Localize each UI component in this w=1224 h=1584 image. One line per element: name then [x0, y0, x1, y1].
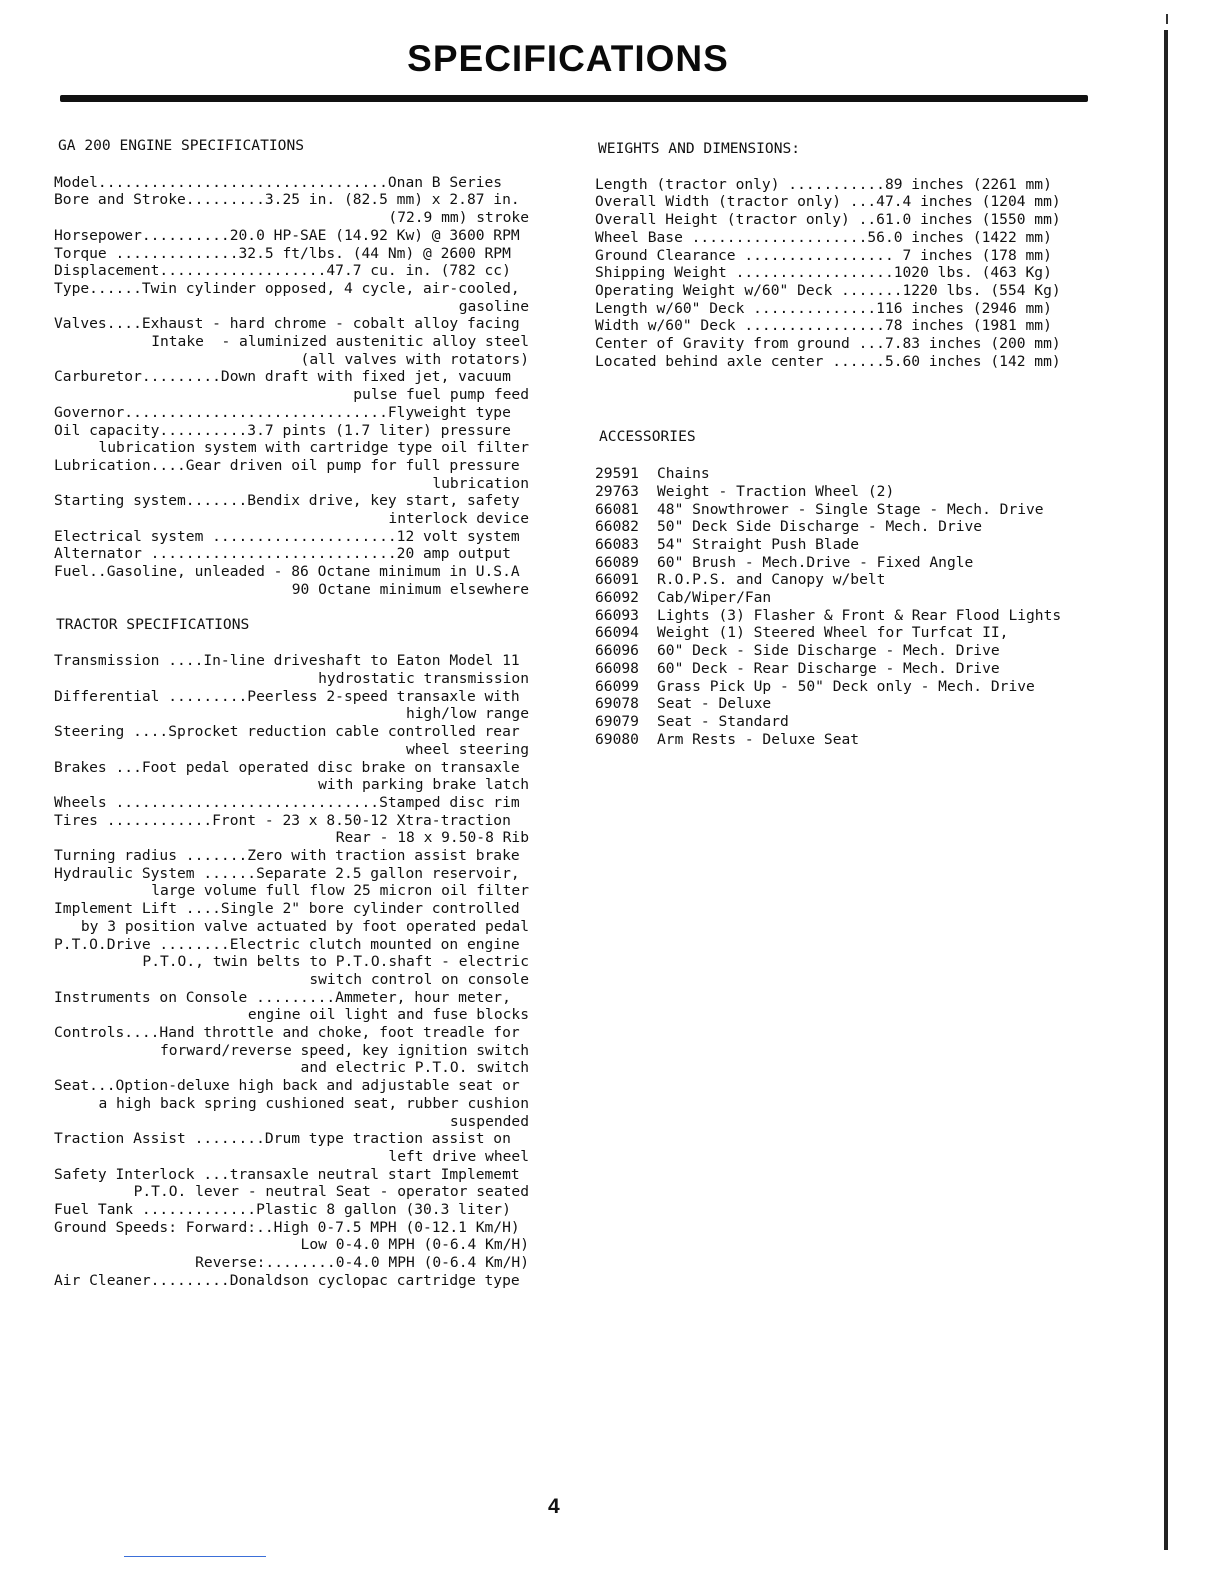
- accessory-description: 60" Deck - Rear Discharge - Mech. Drive: [657, 659, 1000, 677]
- spec-line: Fuel..Gasoline, unleaded - 86 Octane minimum in U.S.A: [54, 563, 520, 581]
- spec-line-continuation: (all valves with rotators): [300, 350, 529, 368]
- spec-line-continuation: pulse fuel pump feed: [353, 386, 529, 404]
- accessory-description: 60" Deck - Side Discharge - Mech. Drive: [657, 642, 1000, 660]
- accessory-item: [595, 713, 1075, 731]
- dimension-line: Shipping Weight ..................1020 lbs. (463 Kg): [595, 264, 1052, 282]
- spec-line-continuation: engine oil light and fuse blocks: [247, 1006, 529, 1024]
- weights-list: [595, 176, 1075, 371]
- accessory-description: Cab/Wiper/Fan: [657, 589, 772, 607]
- spec-line-continuation: P.T.O., twin belts to P.T.O.shaft - electric: [142, 953, 529, 971]
- accessory-item: [595, 660, 1075, 678]
- dimension-line: Overall Width (tractor only) ...47.4 inches (1204 mm): [595, 193, 1061, 211]
- spec-line: Safety Interlock ...transaxle neutral start Implememt: [54, 1165, 520, 1183]
- dimension-line: Ground Clearance ................. 7 inches (178 mm): [595, 246, 1052, 264]
- dimension-line: Width w/60" Deck ................78 inches (1981 mm): [595, 317, 1052, 335]
- accessory-description: Grass Pick Up - 50" Deck only - Mech. Drive: [657, 677, 1035, 695]
- accessory-part-number: 29591: [595, 465, 639, 483]
- spec-line-continuation: large volume full flow 25 micron oil filter: [151, 882, 529, 900]
- accessory-part-number: 66098: [595, 659, 639, 677]
- accessory-part-number: 66083: [595, 535, 639, 553]
- spec-line-continuation: suspended: [449, 1112, 529, 1130]
- accessory-item: [595, 589, 1075, 607]
- accessory-item: [595, 642, 1075, 660]
- accessory-description: Chains: [657, 465, 710, 483]
- accessory-part-number: 66092: [595, 589, 639, 607]
- accessory-item: [595, 607, 1075, 625]
- accessory-part-number: 66094: [595, 624, 639, 642]
- spec-line: Torque ..............32.5 ft/lbs. (44 Nm) @ 2600 RPM: [54, 244, 511, 262]
- spec-line: Ground Speeds: Forward:..High 0-7.5 MPH (0-12.1 Km/H): [54, 1218, 520, 1236]
- spec-line: Carburetor.........Down draft with fixed jet, vacuum: [54, 368, 511, 386]
- accessory-item: [595, 501, 1075, 519]
- spec-line: Brakes ...Foot pedal operated disc brake on transaxle: [54, 758, 520, 776]
- accessory-part-number: 66099: [595, 677, 639, 695]
- spec-line-continuation: a high back spring cushioned seat, rubber cushion: [98, 1094, 529, 1112]
- accessory-part-number: 66089: [595, 553, 639, 571]
- accessory-description: Seat - Deluxe: [657, 695, 772, 713]
- right-column: [595, 140, 1075, 748]
- spec-line: Instruments on Console .........Ammeter, hour meter,: [54, 988, 511, 1006]
- accessory-item: [595, 483, 1075, 501]
- dimension-line: Overall Height (tractor only) ..61.0 inches (1550 mm): [595, 211, 1061, 229]
- spec-line: P.T.O.Drive ........Electric clutch mounted on engine: [54, 935, 520, 953]
- accessory-description: Weight (1) Steered Wheel for Turfcat II,: [657, 624, 1009, 642]
- spec-line-continuation: Intake - aluminized austenitic alloy steel: [151, 333, 529, 351]
- accessory-part-number: 66093: [595, 606, 639, 624]
- accessories-list: [595, 465, 1075, 748]
- spec-line-continuation: Low 0-4.0 MPH (0-6.4 Km/H): [300, 1236, 529, 1254]
- spec-line: Turning radius .......Zero with traction assist brake: [54, 847, 520, 865]
- spec-line-continuation: lubrication system with cartridge type oil filter: [98, 439, 529, 457]
- accessory-item: [595, 678, 1075, 696]
- accessory-part-number: 66082: [595, 518, 639, 536]
- accessory-part-number: 66096: [595, 642, 639, 660]
- accessory-description: Seat - Standard: [657, 712, 789, 730]
- spec-line-continuation: hydrostatic transmission: [318, 669, 529, 687]
- accessories-heading: ACCESSORIES: [599, 428, 696, 446]
- accessory-item: [595, 554, 1075, 572]
- spec-line: Implement Lift ....Single 2" bore cylinder controlled: [54, 900, 520, 918]
- dimension-line: Wheel Base ....................56.0 inches (1422 mm): [595, 228, 1052, 246]
- spec-line: Differential .........Peerless 2-speed transaxle with: [54, 687, 520, 705]
- accessory-item: [595, 465, 1075, 483]
- spec-line: Traction Assist ........Drum type traction assist on: [54, 1130, 511, 1148]
- accessory-part-number: 66081: [595, 500, 639, 518]
- dimension-line: Center of Gravity from ground ...7.83 inches (200 mm): [595, 335, 1061, 353]
- spec-line-continuation: interlock device: [388, 510, 529, 528]
- spec-line: Hydraulic System ......Separate 2.5 gallon reservoir,: [54, 864, 520, 882]
- page-number: 4: [548, 1495, 560, 1518]
- spec-line-continuation: forward/reverse speed, key ignition switch: [159, 1041, 529, 1059]
- spec-line: Electrical system .....................12 volt system: [54, 527, 520, 545]
- spec-line: Governor..............................Flyweight type: [54, 403, 511, 421]
- page-title: SPECIFICATIONS: [407, 38, 729, 79]
- spec-line-continuation: high/low range: [405, 705, 529, 723]
- spec-line: Air Cleaner.........Donaldson cyclopac cartridge type: [54, 1271, 520, 1289]
- spec-line: Fuel Tank .............Plastic 8 gallon (30.3 liter): [54, 1201, 511, 1219]
- dimension-line: Operating Weight w/60" Deck .......1220 lbs. (554 Kg): [595, 281, 1061, 299]
- spec-line-continuation: Reverse:........0-4.0 MPH (0-6.4 Km/H): [195, 1254, 529, 1272]
- spec-line-continuation: Rear - 18 x 9.50-8 Rib: [335, 829, 529, 847]
- accessory-item: [595, 536, 1075, 554]
- spec-line-continuation: P.T.O. lever - neutral Seat - operator seated: [133, 1183, 529, 1201]
- spec-line: Seat...Option-deluxe high back and adjustable seat or: [54, 1077, 520, 1095]
- tractor-specs-list: [54, 652, 529, 1289]
- accessory-description: 54" Straight Push Blade: [657, 535, 860, 553]
- dimension-line: Length (tractor only) ...........89 inches (2261 mm): [595, 175, 1052, 193]
- binding-edge-line: [1164, 30, 1168, 1550]
- spec-line-continuation: gasoline: [458, 297, 529, 315]
- spec-line: Oil capacity..........3.7 pints (1.7 liter) pressure: [54, 421, 511, 439]
- spec-line: Valves....Exhaust - hard chrome - cobalt alloy facing: [54, 315, 520, 333]
- accessory-description: 50" Deck Side Discharge - Mech. Drive: [657, 518, 983, 536]
- spec-line: Alternator ............................20 amp output: [54, 545, 511, 563]
- accessory-description: Arm Rests - Deluxe Seat: [657, 730, 860, 748]
- dimension-line: Length w/60" Deck ..............116 inches (2946 mm): [595, 299, 1052, 317]
- spec-line: Bore and Stroke.........3.25 in. (82.5 mm) x 2.87 in.: [54, 191, 520, 209]
- spec-line: Controls....Hand throttle and choke, foot treadle for: [54, 1024, 520, 1042]
- accessory-part-number: 69078: [595, 695, 639, 713]
- accessory-item: [595, 518, 1075, 536]
- spec-line: Model.................................Onan B Series: [54, 173, 503, 191]
- dimension-line: Located behind axle center ......5.60 inches (142 mm): [595, 352, 1061, 370]
- accessory-description: Lights (3) Flasher & Front & Rear Flood Lights: [657, 606, 1062, 624]
- accessory-description: Weight - Traction Wheel (2): [657, 482, 895, 500]
- spec-line: Type......Twin cylinder opposed, 4 cycle, air-cooled,: [54, 279, 520, 297]
- accessory-description: R.O.P.S. and Canopy w/belt: [657, 571, 886, 589]
- engine-specs-heading: GA 200 ENGINE SPECIFICATIONS: [58, 137, 305, 154]
- accessory-part-number: 69079: [595, 712, 639, 730]
- spec-line-continuation: 90 Octane minimum elsewhere: [291, 580, 529, 598]
- edge-tick-mark: [1166, 14, 1168, 24]
- accessory-item: [595, 695, 1075, 713]
- spec-line: Transmission ....In-line driveshaft to Eaton Model 11: [54, 652, 520, 670]
- spec-line: Tires ............Front - 23 x 8.50-12 Xtra-traction: [54, 811, 511, 829]
- accessory-part-number: 69080: [595, 730, 639, 748]
- spec-line-continuation: (72.9 mm) stroke: [388, 209, 529, 227]
- spec-line-continuation: lubrication: [432, 474, 529, 492]
- spec-line-continuation: left drive wheel: [388, 1147, 529, 1165]
- spec-line-continuation: and electric P.T.O. switch: [300, 1059, 529, 1077]
- spec-line: Starting system.......Bendix drive, key start, safety: [54, 492, 520, 510]
- spec-line-continuation: by 3 position valve actuated by foot operated pedal: [80, 917, 529, 935]
- spec-line-continuation: wheel steering: [405, 740, 529, 758]
- weights-heading: WEIGHTS AND DIMENSIONS:: [598, 140, 801, 157]
- spec-line: Steering ....Sprocket reduction cable controlled rear: [54, 723, 520, 741]
- spec-line-continuation: with parking brake latch: [318, 776, 529, 794]
- tractor-specs-heading: TRACTOR SPECIFICATIONS: [56, 615, 250, 633]
- engine-specs-list: [54, 174, 529, 599]
- accessory-part-number: 29763: [595, 482, 639, 500]
- spec-line: Horsepower..........20.0 HP-SAE (14.92 Kw) @ 3600 RPM: [54, 226, 520, 244]
- accessory-item: [595, 731, 1075, 749]
- accessory-description: 48" Snowthrower - Single Stage - Mech. Drive: [657, 500, 1044, 518]
- spec-line-continuation: switch control on console: [309, 970, 529, 988]
- spec-line: Lubrication....Gear driven oil pump for full pressure: [54, 456, 520, 474]
- accessory-part-number: 66091: [595, 571, 639, 589]
- accessory-item: [595, 624, 1075, 642]
- spec-line: Displacement...................47.7 cu. in. (782 cc): [54, 262, 511, 280]
- accessory-item: [595, 571, 1075, 589]
- spec-line: Wheels ..............................Stamped disc rim: [54, 793, 520, 811]
- left-column: [54, 137, 529, 1290]
- footer-line: [124, 1556, 266, 1557]
- accessory-description: 60" Brush - Mech.Drive - Fixed Angle: [657, 553, 974, 571]
- header-rule: [60, 95, 1088, 102]
